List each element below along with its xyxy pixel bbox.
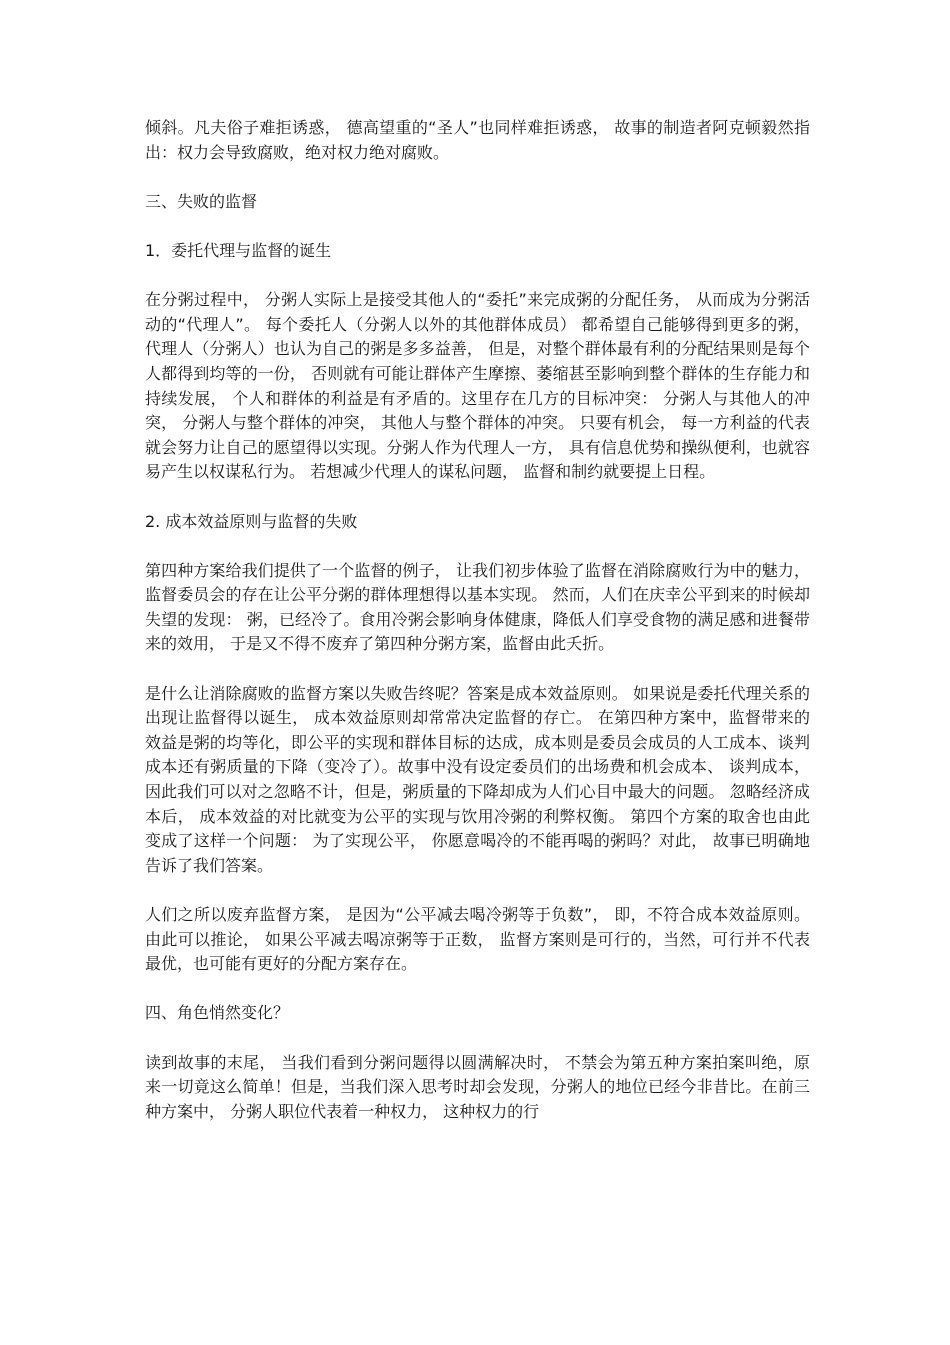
heading-3-2: 2. 成本效益原则与监督的失败 [145,511,358,531]
paragraph-4-body: 读到故事的末尾， 当我们看到分粥问题得以圆满解决时， 不禁会为第五种方案拍案叫绝，原来一切竟这么简单！但是，当我们深入思考时却会发现，分粥人的地位已经今非昔比。在前三种方案中， 分粥人职位代表着一种权力， 这种权力的行 [145,1052,810,1121]
document-content [145,116,810,1124]
heading-section-3: 三、失败的监督 [145,191,258,211]
paragraph-intro-continuation: 倾斜。凡夫俗子难拒诱惑， 德高望重的“圣人”也同样难拒诱惑， 故事的制造者阿克顿毅然指出：权力会导致腐败，绝对权力绝对腐败。 [145,118,810,162]
paragraph-3-2-body-2: 是什么让消除腐败的监督方案以失败告终呢？答案是成本效益原则。 如果说是委托代理关系的出现让监督得以诞生， 成本效益原则却常常决定监督的存亡。 在第四种方案中，监督带来的效益是粥的均等化，即公平的实现和群体目标的达成，成本则是委员会成员的人工成本、谈判成本还有粥质量的下降（变冷了）。故事中没有设定委员们的出场费和机会成本、 谈判成本，因此我们可以对之忽略不计，但是，粥质量的下降却成为人们心目中最大的问题。 忽略经济成本后， 成本效益的对比就变为公平的实现与饮用冷粥的利弊权衡。 第四个方案的取舍也由此变成了这样一个问题： 为了实现公平， 你愿意喝冷的不能再喝的粥吗？对此， 故事已明确地告诉了我们答案。 [145,683,810,875]
paragraph-3-2-body-3: 人们之所以废弃监督方案， 是因为“公平减去喝冷粥等于负数”， 即，不符合成本效益原则。由此可以推论， 如果公平减去喝凉粥等于正数， 监督方案则是可行的，当然，可行并不代表最优，也可能有更好的分配方案存在。 [145,905,810,974]
paragraph-3-1-body: 在分粥过程中， 分粥人实际上是接受其他人的“委托”来完成粥的分配任务， 从而成为分粥活动的“代理人”。 每个委托人（分粥人以外的其他群体成员） 都希望自己能够得到更多的粥， 代理人（分粥人）也认为自己的粥是多多益善， 但是，对整个群体最有利的分配结果则是每个人都得到均等的一份， 否则就有可能让群体产生摩擦、萎缩甚至影响到整个群体的生存能力和持续发展， 个人和群体的利益是有矛盾的。这里存在几方的目标冲突： 分粥人与其他人的冲突， 分粥人与整个群体的冲突， 其他人与整个群体的冲突。 只要有机会， 每一方利益的代表就会努力让自己的愿望得以实现。分粥人作为代理人一方， 具有信息优势和操纵便利，也就容易产生以权谋私行为。 若想减少代理人的谋私问题， 监督和制约就要提上日程。 [145,290,810,482]
paragraph-3-2-body-1: 第四种方案给我们提供了一个监督的例子， 让我们初步体验了监督在消除腐败行为中的魅力， 监督委员会的存在让公平分粥的群体理想得以基本实现。 然而，人们在庆幸公平到来的时候却失望的发现： 粥，已经冷了。食用冷粥会影响身体健康，降低人们享受食物的满足感和进餐带来的效用， 于是又不得不废弃了第四种分粥方案，监督由此夭折。 [145,560,810,654]
heading-section-4: 四、角色悄然变化？ [145,1003,290,1023]
heading-3-1: 1．委托代理与监督的诞生 [145,240,332,260]
